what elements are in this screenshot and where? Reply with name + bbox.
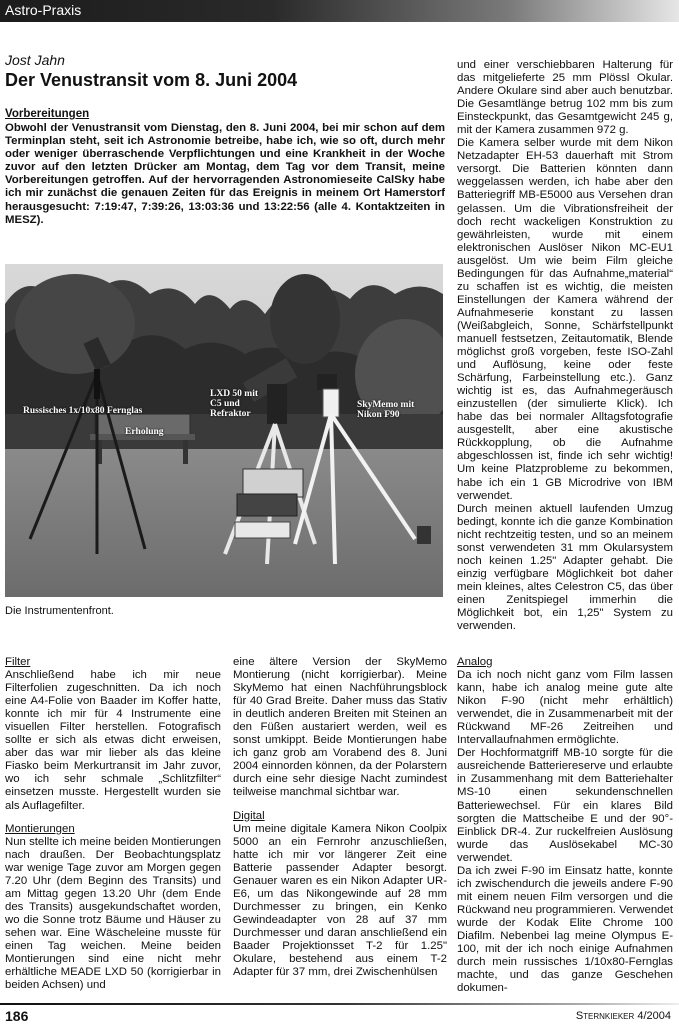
label-fernglas: Russisches 1x/10x80 Fernglas <box>23 406 143 416</box>
montierungen-paragraph: Nun stellte ich meine beiden Montierungen nach draußen. Der Beobachtungsplatz war wenige Tage zuvor am Morgen gegen 7.20 Uhr (dem Beginn des Transits) und am Mittag gegen 13.20 Uhr (dem Ende des Transits) ausgekundschaftet worden, wo die Sonne trotz Bäume und Häuser zu sehen war. Eine Wäscheleine musste für einen Tag weichen. Meine beiden Montierungen sind eine nicht mehr erhältliche MEADE LXD 50 (korrigierbar in beiden Achsen) und <box>5 835 221 992</box>
magazine-name: Sternkieker <box>575 1010 635 1022</box>
right-paragraph: und einer verschiebbaren Halterung für das mitgelieferte 25 mm Plössl Okular. Andere Okulare sind aber auch benutzbar. Die Gesamtlänge betrug 102 mm bis zum Einsteckpunkt, das Gesamtgewicht 245 g, mit der Kamera zusammen 972 g. <box>457 59 673 137</box>
skymemo-paragraph: eine ältere Version der SkyMemo Montierung (nicht korrigierbar). Meine SkyMemo hat einen Nachführungsblock für 40 Grad Breite. Daher muss das Stativ in deutlich anderen Breiten mit Steinen an den Füßen austariert werden, weil es sonst umkippt. Beide Montierungen habe ich ganz grob am Vorabend des 8. Juni 2004 einnorden können, da der Polarstern durch eine sehr diesige Nacht zumindest teilweise manchmal sichtbar war. <box>233 656 447 799</box>
section-title: Astro-Praxis <box>5 2 82 18</box>
instrument-photo-drawing <box>5 264 443 597</box>
issue-number: 4/2004 <box>637 1010 671 1022</box>
photo-caption: Die Instrumentenfront. <box>5 605 114 617</box>
footer-rule <box>0 1003 679 1005</box>
lead-heading: Vorbereitungen <box>5 108 90 120</box>
article-author: Jost Jahn <box>5 52 65 68</box>
article-title: Der Venustransit vom 8. Juni 2004 <box>5 70 298 90</box>
magazine-issue <box>576 1010 671 1022</box>
analog-paragraph: Da ich zwei F-90 im Einsatz hatte, konnte ich zwischendurch die jeweils andere F-90 mit einem neuen Film versorgen und die Rückwand neu programmieren. Verwendet wurde der Kodak Elite Chrome 100 Diafilm. Nebenbei lag meine Olympus E-100, mit der ich noch einige Aufnahmen durch mein russisches 1/10x80-Fernglas machte, und das ganze Geschehen dokumen- <box>457 864 673 995</box>
right-paragraph: Durch meinen aktuell laufenden Umzug bedingt, konnte ich die ganze Kombination nicht rechtzeitig testen, und so an meinem sonst verwendeten 31 mm Okularsystem noch keinen 1.25" Adapter gehabt. Die einzig verfügbare Möglichkeit bot daher mein kleines, altes Celestron C5, das über einen Zenitspiegel immerhin die Möglichkeit bot, ein 1,25" System zu verwenden. <box>457 502 673 633</box>
analog-paragraph: Der Hochformatgriff MB-10 sorgte für die ausreichende Batteriereserve und erlaubte in Zusammenhang mit dem Batteriehalter MS-10 einen sekundenschnellen Batteriewechsel. Für ein klares Bild sorgten die Mattscheibe E und der 90°-Einblick DR-4. Zur ruckelfreien Auslösung wurde das Auslösekabel MC-30 verwendet. <box>457 747 673 864</box>
label-bench: Erholung <box>125 427 164 437</box>
page-number: 186 <box>5 1008 29 1024</box>
bottom-column-1 <box>5 656 221 992</box>
right-column <box>457 59 673 633</box>
label-skymemo: SkyMemo mit Nikon F90 <box>357 400 415 420</box>
filter-heading: Filter <box>5 656 31 668</box>
bottom-column-3 <box>457 656 673 995</box>
right-paragraph: Die Kamera selber wurde mit dem Nikon Netzadapter EH-53 dauerhaft mit Strom versorgt. Die Batterien könnten dann weggelassen werden, ich habe aber den Batteriegriff MB-E5000 aus Versehen dran gelassen. Um die Vibrationsfreiheit der doch recht wackeligen Konstruktion zu gewährleisten, wurde mit einem elektronischen Auslöser Nikon MC-EU1 ausgelöst. Um wie beim Film gleiche Bedingungen für das Aufnahme„material“ zu schaffen ist es wichtig, die meisten Einstellungen der Kamera während der Aufnahmeserie konstant zu lassen (Weißabgleich, Sonne, Schärfstellpunkt manuell festsetzen, Zeitautomatik, Blende möglichst groß vorgeben, feste ISO-Zahl und Auflösung, keine oder feste Schärfung, Farbeinstellung etc.). Ganz wichtig ist es, das Aufnahmegeräusch einzustellen (der simulierte Klick). Ich habe das bei normaler Alltagsfotografie ausgestellt, aber eine akustische Rückkopplung, ob die Aufnahme abgeschlossen ist, finde ich sehr wichtig! Um keine Platzprobleme zu bekommen, habe ich ein 1 GB Microdrive von IBM verwendet. <box>457 137 673 502</box>
section-header-bar <box>0 0 679 22</box>
analog-paragraph: Da ich noch nicht ganz vom Film lassen kann, habe ich analog meine gute alte Nikon F-90 (nicht mehr erhältlich) verwendet, die in Zusammenarbeit mit der Rückwand MF-26 Zeitreihen und Intervallaufnahmen ermöglichte. <box>457 669 673 747</box>
montierungen-heading: Montierungen <box>5 822 75 835</box>
instrument-photo <box>5 264 443 597</box>
filter-paragraph: Anschließend habe ich mir neue Filterfolien zugeschnitten. Da ich noch eine A4-Folie von Baader im Koffer hatte, konnte ich mir für 4 Instrumente eine visuellen Filter herstellen. Fotografisch sollte er sich als etwas dicht erweisen, aber das war mir lieber als das kleine Fiasko beim Merkurtransit im Jahr zuvor, wo ich sehr schmale „Schlitzfilter“ einsetzen musste. Hergestellt wurden sie als Auflagefilter. <box>5 669 221 812</box>
bottom-column-2 <box>233 656 447 979</box>
lead-paragraph: Obwohl der Venustransit vom Dienstag, den 8. Juni 2004, bei mir schon auf dem Terminplan steht, seit ich Astronomie betreibe, habe ich, wie so oft, durch mehr oder weniger überraschende Verpflichtungen und eine Krankheit in der Woche zuvor auf den letzten Drücker am Montag, dem Tag vor dem Transit, meine Vorbereitungen getroffen. Auf der hervorragenden Astronomieseite CalSky habe ich mir zunächst die genauen Zeiten für das Ereignis in meinem Ort Hamerstorf herausgesucht: 7:19:47, 7:39:26, 13:03:36 und 13:22:56 (alle 4. Kontaktzeiten in MESZ). <box>5 122 445 226</box>
label-lxd: LXD 50 mit C5 und Refraktor <box>210 389 259 419</box>
digital-heading: Digital <box>233 809 265 822</box>
digital-paragraph: Um meine digitale Kamera Nikon Coolpix 5000 an ein Fernrohr anzuschließen, hatte ich mir vor längerer Zeit eine Batterie passender Adapter besorgt. Genauer waren es ein Nikon Adapter UR-E6, um das Nikongewinde auf 28 mm Durchmesser zu bringen, ein Kenko Gewindeadapter von 28 auf 37 mm Durchmesser und daran anschließend ein Baader Projektionsset T-2 für 1.25" Okulare, bestehend aus einem T-2 Adapter für 37 mm, drei Zwischenhülsen <box>233 822 447 979</box>
analog-heading: Analog <box>457 656 493 668</box>
